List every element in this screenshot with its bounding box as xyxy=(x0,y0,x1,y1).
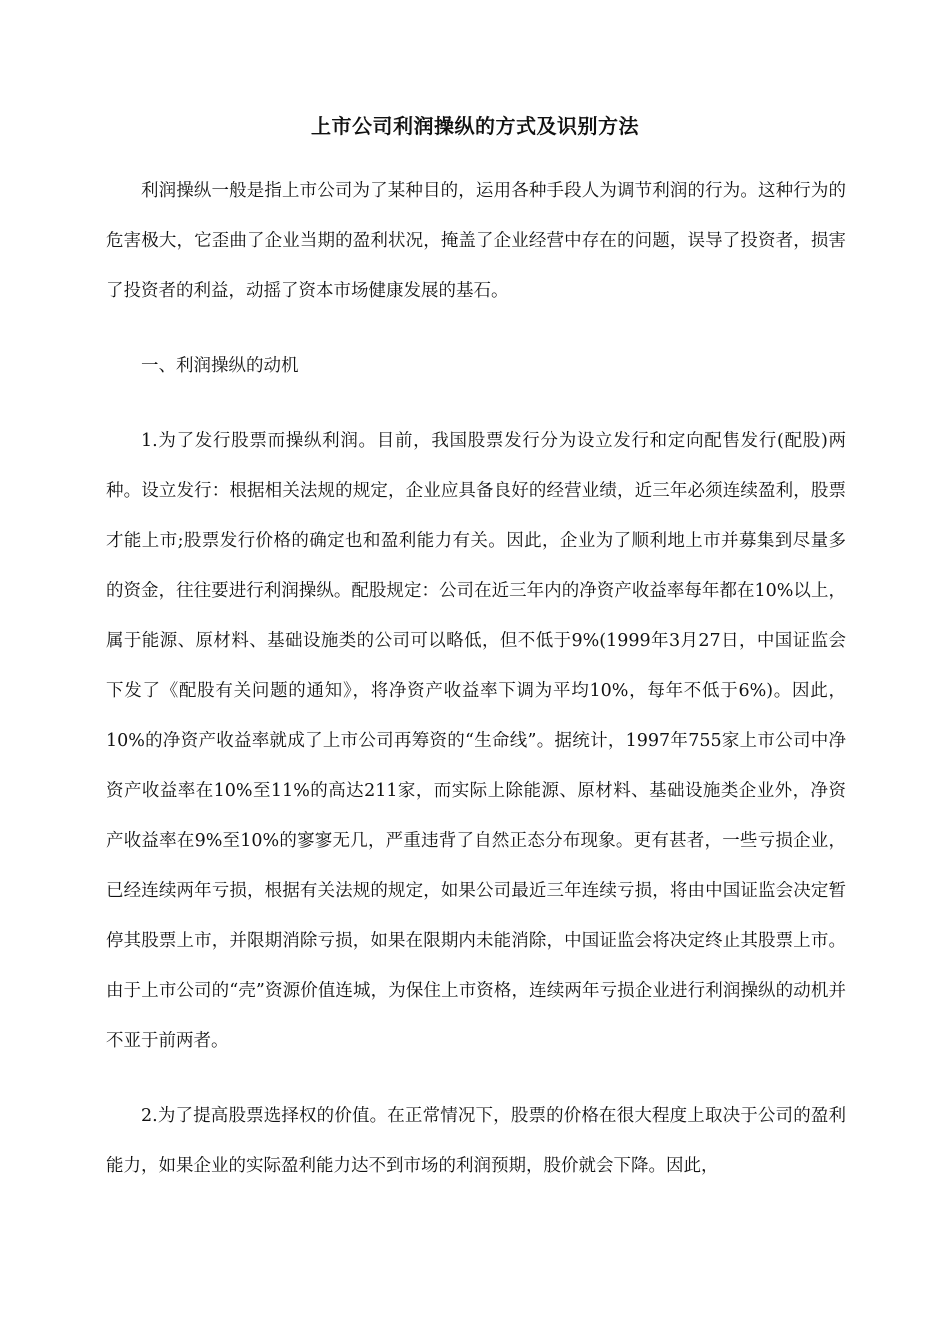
document-body xyxy=(106,166,846,1191)
paragraph-motive-2: 2.为了提高股票选择权的价值。在正常情况下，股票的价格在很大程度上取决于公司的盈利能力，如果企业的实际盈利能力达不到市场的利润预期，股价就会下降。因此， xyxy=(106,1106,846,1176)
document-title: 上市公司利润操纵的方式及识别方法 xyxy=(311,114,639,138)
paragraph-motive-1: 1.为了发行股票而操纵利润。目前，我国股票发行分为设立发行和定向配售发行(配股)两种。设立发行：根据相关法规的规定，企业应具备良好的经营业绩，近三年必须连续盈利，股票才能上市;股票发行价格的确定也和盈利能力有关。因此，企业为了顺利地上市并募集到尽量多的资金，往往要进行利润操纵。配股规定：公司在近三年内的净资产收益率每年都在10%以上，属于能源、原材料、基础设施类的公司可以略低，但不低于9%(1999年3月27日，中国证监会下发了《配股有关问题的通知》，将净资产收益率下调为平均10%，每年不低于6%)。因此，10%的净资产收益率就成了上市公司再筹资的“生命线”。据统计，1997年755家上市公司中净资产收益率在10%至11%的高达211家，而实际上除能源、原材料、基础设施类企业外，净资产收益率在9%至10%的寥寥无几，严重违背了自然正态分布现象。更有甚者，一些亏损企业，已经连续两年亏损，根据有关法规的规定，如果公司最近三年连续亏损，将由中国证监会决定暂停其股票上市，并限期消除亏损，如果在限期内未能消除，中国证监会将决定终止其股票上市。由于上市公司的“壳”资源价值连城，为保住上市资格，连续两年亏损企业进行利润操纵的动机并不亚于前两者。 xyxy=(106,431,846,1051)
paragraph-intro: 利润操纵一般是指上市公司为了某种目的，运用各种手段人为调节利润的行为。这种行为的危害极大，它歪曲了企业当期的盈利状况，掩盖了企业经营中存在的问题，误导了投资者，损害了投资者的利益，动摇了资本市场健康发展的基石。 xyxy=(106,181,846,301)
section-heading-motives: 一、利润操纵的动机 xyxy=(141,356,299,376)
